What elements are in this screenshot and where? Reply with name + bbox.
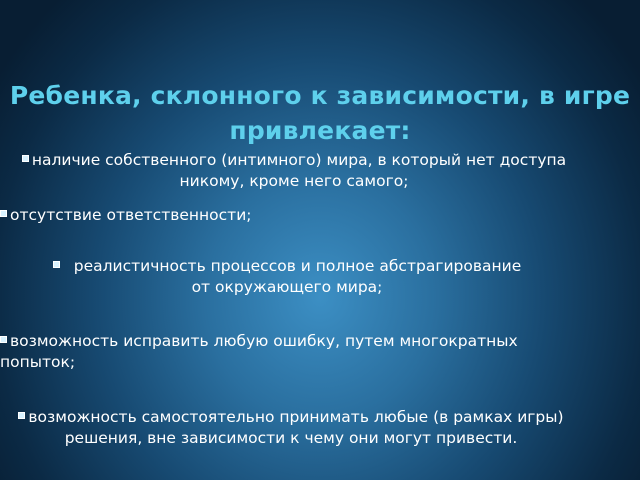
list-item-text: возможность самостоятельно принимать любые (в рамках игры) решения, вне зависимости к чему они могут привести. [28, 408, 564, 447]
square-bullet-icon [0, 210, 7, 217]
list-item-text: отсутствие ответственности; [10, 206, 252, 224]
list-item-text: возможность исправить любую ошибку, путем многократных попыток; [0, 332, 518, 371]
list-item [0, 205, 400, 226]
square-bullet-icon [53, 261, 60, 268]
list-item [4, 150, 584, 192]
square-bullet-icon [0, 336, 7, 343]
list-item [52, 256, 522, 298]
list-item [6, 407, 576, 449]
slide-title: Ребенка, склонного к зависимости, в игре привлекает: [9, 81, 631, 145]
list-item-text: наличие собственного (интимного) мира, в который нет доступа никому, кроме него самого; [31, 151, 567, 190]
square-bullet-icon [18, 412, 25, 419]
square-bullet-icon [22, 155, 29, 162]
list-item-text: реалистичность процессов и полное абстрагирование от окружающего мира; [73, 257, 522, 296]
list-item [0, 331, 560, 373]
